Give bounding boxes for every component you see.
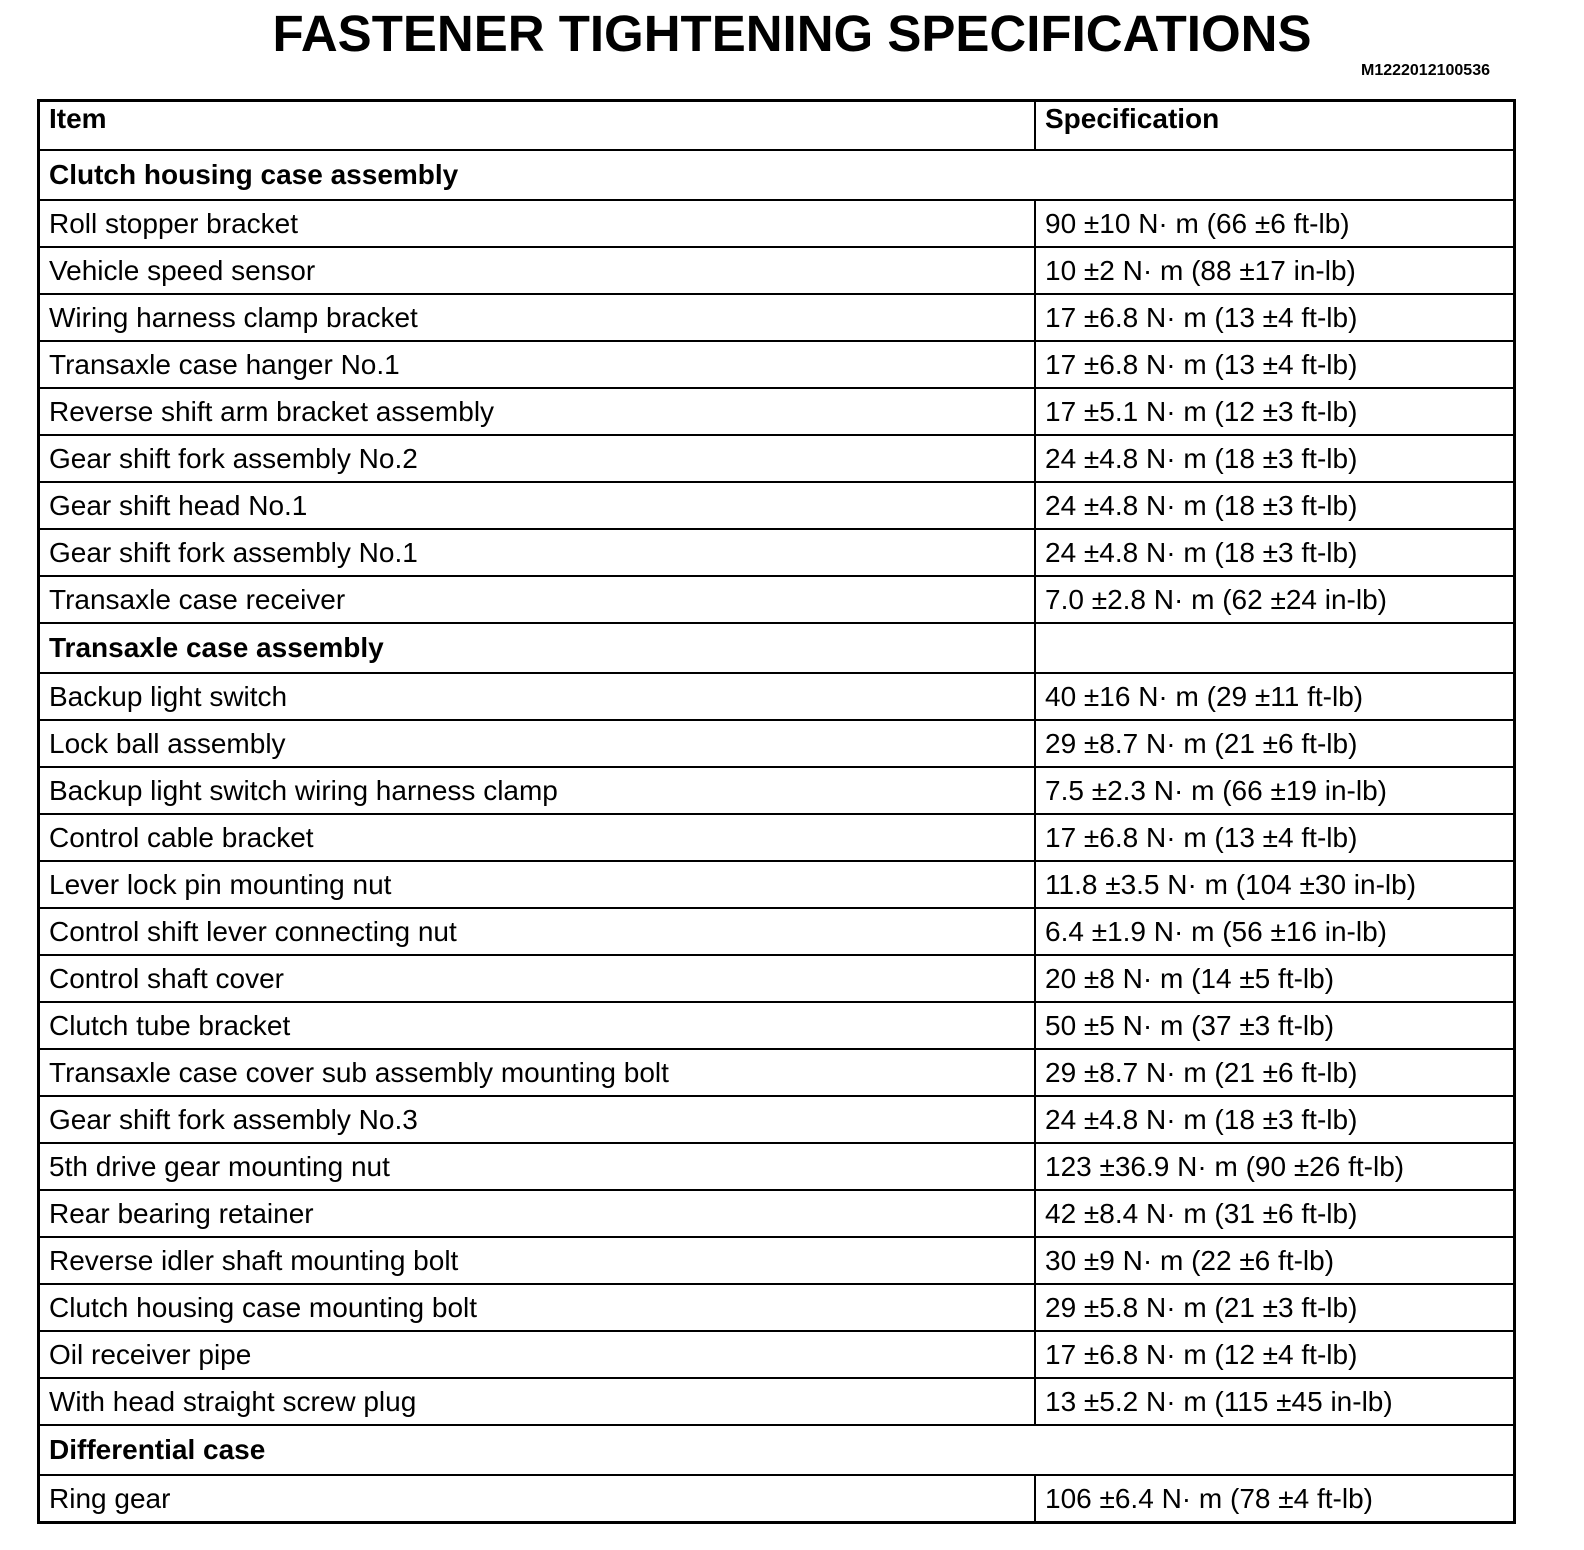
section-header-row: [39, 1425, 1515, 1475]
section-header-row: [39, 150, 1515, 200]
table-row: [39, 482, 1515, 529]
table-row: [39, 1237, 1515, 1284]
table-row: [39, 200, 1515, 247]
item-cell: Transaxle case cover sub assembly mounting bolt: [39, 1049, 1036, 1096]
table-row: [39, 814, 1515, 861]
column-header-specification: Specification: [1035, 101, 1515, 151]
specification-cell: 6.4 ±1.9 N· m (56 ±16 in-lb): [1035, 908, 1515, 955]
item-cell: Clutch housing case mounting bolt: [39, 1284, 1036, 1331]
section-title: Transaxle case assembly: [39, 623, 1036, 673]
table-header-row: [39, 101, 1515, 151]
item-cell: Control cable bracket: [39, 814, 1036, 861]
item-cell: Oil receiver pipe: [39, 1331, 1036, 1378]
item-cell: Gear shift fork assembly No.2: [39, 435, 1036, 482]
item-cell: Backup light switch wiring harness clamp: [39, 767, 1036, 814]
specification-cell: 24 ±4.8 N· m (18 ±3 ft-lb): [1035, 1096, 1515, 1143]
item-cell: Wiring harness clamp bracket: [39, 294, 1036, 341]
specification-cell: 40 ±16 N· m (29 ±11 ft-lb): [1035, 673, 1515, 720]
table-row: [39, 529, 1515, 576]
item-cell: Gear shift head No.1: [39, 482, 1036, 529]
specifications-table-body: [39, 101, 1515, 1523]
item-cell: Gear shift fork assembly No.3: [39, 1096, 1036, 1143]
item-cell: Rear bearing retainer: [39, 1190, 1036, 1237]
table-row: [39, 673, 1515, 720]
specification-cell: 20 ±8 N· m (14 ±5 ft-lb): [1035, 955, 1515, 1002]
page-title: FASTENER TIGHTENING SPECIFICATIONS: [272, 5, 1312, 62]
table-row: [39, 955, 1515, 1002]
item-cell: Clutch tube bracket: [39, 1002, 1036, 1049]
item-cell: Reverse idler shaft mounting bolt: [39, 1237, 1036, 1284]
item-cell: 5th drive gear mounting nut: [39, 1143, 1036, 1190]
specification-cell: 29 ±8.7 N· m (21 ±6 ft-lb): [1035, 1049, 1515, 1096]
specification-cell: 17 ±6.8 N· m (13 ±4 ft-lb): [1035, 294, 1515, 341]
specification-cell: 13 ±5.2 N· m (115 ±45 in-lb): [1035, 1378, 1515, 1425]
specification-cell: 29 ±8.7 N· m (21 ±6 ft-lb): [1035, 720, 1515, 767]
item-cell: Transaxle case hanger No.1: [39, 341, 1036, 388]
table-row: [39, 1331, 1515, 1378]
section-title: Clutch housing case assembly: [39, 150, 1515, 200]
specification-cell: 7.5 ±2.3 N· m (66 ±19 in-lb): [1035, 767, 1515, 814]
item-cell: Control shaft cover: [39, 955, 1036, 1002]
specification-cell: 106 ±6.4 N· m (78 ±4 ft-lb): [1035, 1475, 1515, 1523]
item-cell: Ring gear: [39, 1475, 1036, 1523]
table-row: [39, 908, 1515, 955]
document-id: M1222012100536: [1360, 62, 1490, 79]
item-cell: Lock ball assembly: [39, 720, 1036, 767]
specification-cell: 30 ±9 N· m (22 ±6 ft-lb): [1035, 1237, 1515, 1284]
table-row: [39, 1378, 1515, 1425]
table-row: [39, 1002, 1515, 1049]
table-row: [39, 1049, 1515, 1096]
item-cell: Gear shift fork assembly No.1: [39, 529, 1036, 576]
specification-cell: 24 ±4.8 N· m (18 ±3 ft-lb): [1035, 529, 1515, 576]
item-cell: Backup light switch: [39, 673, 1036, 720]
section-header-row: [39, 623, 1515, 673]
specifications-table: [37, 99, 1516, 1524]
table-row: [39, 1096, 1515, 1143]
item-cell: With head straight screw plug: [39, 1378, 1036, 1425]
table-row: [39, 1190, 1515, 1237]
specification-cell: 24 ±4.8 N· m (18 ±3 ft-lb): [1035, 482, 1515, 529]
item-cell: Control shift lever connecting nut: [39, 908, 1036, 955]
specification-cell: 7.0 ±2.8 N· m (62 ±24 in-lb): [1035, 576, 1515, 623]
column-header-item: Item: [39, 101, 1036, 151]
specification-cell: 17 ±6.8 N· m (12 ±4 ft-lb): [1035, 1331, 1515, 1378]
specification-cell: 17 ±5.1 N· m (12 ±3 ft-lb): [1035, 388, 1515, 435]
item-cell: Reverse shift arm bracket assembly: [39, 388, 1036, 435]
specification-cell: 29 ±5.8 N· m (21 ±3 ft-lb): [1035, 1284, 1515, 1331]
item-cell: Lever lock pin mounting nut: [39, 861, 1036, 908]
specification-cell: 11.8 ±3.5 N· m (104 ±30 in-lb): [1035, 861, 1515, 908]
item-cell: Transaxle case receiver: [39, 576, 1036, 623]
section-spec-empty-cell: [1035, 623, 1515, 673]
item-cell: Roll stopper bracket: [39, 200, 1036, 247]
table-row: [39, 1143, 1515, 1190]
table-row: [39, 341, 1515, 388]
specification-cell: 24 ±4.8 N· m (18 ±3 ft-lb): [1035, 435, 1515, 482]
table-row: [39, 294, 1515, 341]
specification-cell: 10 ±2 N· m (88 ±17 in-lb): [1035, 247, 1515, 294]
table-row: [39, 1284, 1515, 1331]
specification-cell: 17 ±6.8 N· m (13 ±4 ft-lb): [1035, 814, 1515, 861]
specification-cell: 42 ±8.4 N· m (31 ±6 ft-lb): [1035, 1190, 1515, 1237]
table-row: [39, 247, 1515, 294]
section-title: Differential case: [39, 1425, 1515, 1475]
table-row: [39, 435, 1515, 482]
specification-cell: 17 ±6.8 N· m (13 ±4 ft-lb): [1035, 341, 1515, 388]
specification-cell: 123 ±36.9 N· m (90 ±26 ft-lb): [1035, 1143, 1515, 1190]
table-row: [39, 1475, 1515, 1523]
specification-cell: 50 ±5 N· m (37 ±3 ft-lb): [1035, 1002, 1515, 1049]
table-row: [39, 720, 1515, 767]
table-row: [39, 861, 1515, 908]
item-cell: Vehicle speed sensor: [39, 247, 1036, 294]
table-row: [39, 388, 1515, 435]
table-row: [39, 767, 1515, 814]
table-row: [39, 576, 1515, 623]
specification-cell: 90 ±10 N· m (66 ±6 ft-lb): [1035, 200, 1515, 247]
